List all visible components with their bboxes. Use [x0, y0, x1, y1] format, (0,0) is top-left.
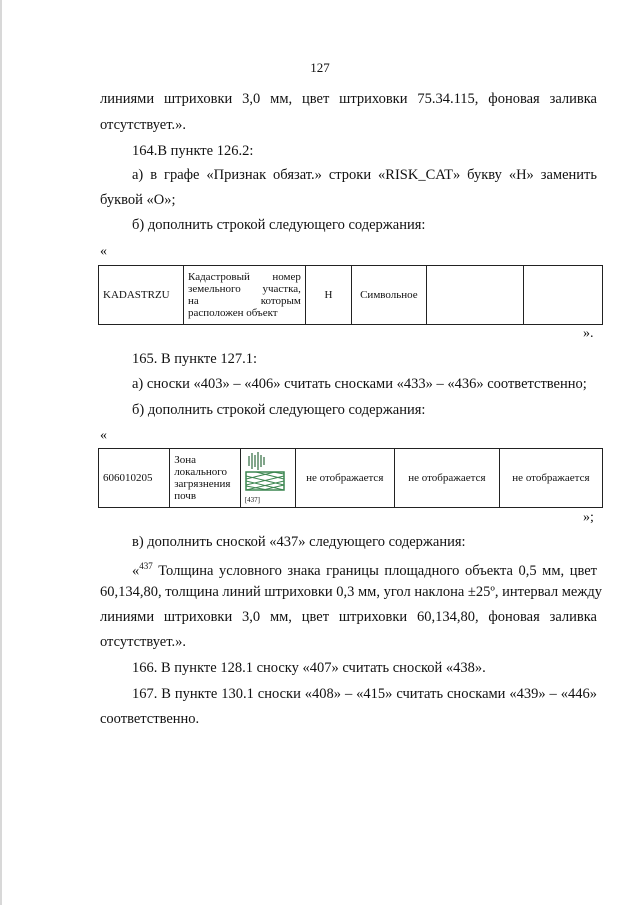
paragraph-line: в) дополнить сноской «437» следующего содержания:	[132, 534, 466, 550]
display-cell: не отображается	[295, 449, 394, 508]
description-line: Кадастровый номер	[188, 271, 301, 283]
close-mark: ».	[583, 326, 594, 341]
name-line: загрязнения	[174, 478, 231, 490]
paragraph-line: 167. В пункте 130.1 сноски «408» – «415» считать сносками «439» – «446»	[132, 686, 597, 702]
flag-cell: Н	[305, 266, 351, 325]
name-line: Зона	[174, 454, 196, 466]
item-heading: 164.В пункте 126.2:	[132, 143, 254, 159]
page-number: 127	[310, 60, 330, 75]
symbol-cell	[240, 449, 295, 508]
table-row	[99, 266, 603, 325]
description-line: земельного участка,	[188, 283, 301, 295]
close-mark: »;	[583, 510, 594, 525]
footnote-line: линиями штриховки 3,0 мм, цвет штриховки 60,134,80, фоновая заливка	[100, 609, 597, 625]
display-cell: не отображается	[394, 449, 499, 508]
paragraph-line: буквой «О»;	[100, 192, 176, 208]
type-cell: Символьное	[352, 266, 427, 325]
zone-row-table	[98, 448, 603, 508]
paragraph-line: линиями штриховки 3,0 мм, цвет штриховки 75.34.115, фоновая заливка	[100, 91, 597, 107]
name-cell	[170, 449, 241, 508]
footnote-number: 437	[139, 561, 153, 571]
name-line: локального	[174, 466, 227, 478]
symbol-footnote-ref: [437]	[244, 496, 261, 504]
paragraph-line: отсутствует.».	[100, 117, 186, 133]
code-cell: 606010205	[99, 449, 170, 508]
name-line: почв	[174, 490, 197, 502]
open-quote: «	[100, 428, 107, 443]
item-heading: 165. В пункте 127.1:	[132, 351, 257, 367]
footnote-line: 60,134,80, толщина линий штриховки 0,3 мм, угол наклона ±25º, интервал между	[100, 584, 602, 600]
empty-cell	[426, 266, 523, 325]
footnote-line: отсутствует.».	[100, 634, 186, 650]
hatched-zone-symbol-icon	[243, 452, 289, 496]
description-line: на которым	[188, 295, 301, 307]
kadastr-row-table	[98, 265, 603, 325]
empty-cell	[524, 266, 603, 325]
description-line: расположен объект	[188, 307, 278, 319]
footnote-text: Толщина условного знака границы площадного объекта 0,5 мм, цвет	[152, 562, 597, 579]
display-cell: не отображается	[499, 449, 602, 508]
paragraph-line: б) дополнить строкой следующего содержания:	[132, 402, 426, 418]
paragraph-line: а) сноски «403» – «406» считать сносками «433» – «436» соответственно;	[132, 376, 587, 392]
open-quote: «	[100, 244, 107, 259]
code-cell: KADASTRZU	[99, 266, 184, 325]
paragraph-line: б) дополнить строкой следующего содержания:	[132, 217, 426, 233]
paragraph-line: соответственно.	[100, 711, 200, 727]
item-166: 166. В пункте 128.1 сноску «407» считать сноской «438».	[132, 660, 486, 676]
table-row	[99, 449, 603, 508]
description-cell	[184, 266, 306, 325]
footnote-open-quote: «	[132, 562, 140, 579]
footnote-line	[132, 557, 597, 580]
paragraph-line: а) в графе «Признак обязат.» строки «RISK_CAT» букву «Н» заменить	[132, 167, 597, 183]
